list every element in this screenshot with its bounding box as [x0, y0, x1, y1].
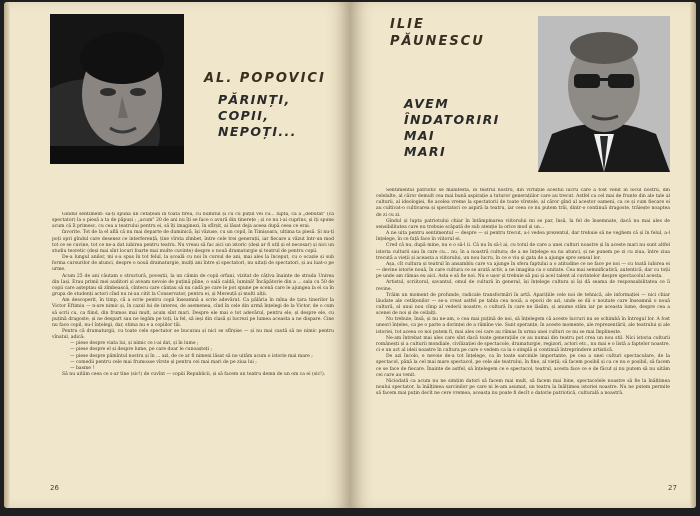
paragraph: Nu trebuie, însă, și nu ne-am, o cea mai puțină de noi, să înțelegem că aceste lucruri nu se schimbă în întregul lor. A fost uneori înțeles, ca pe o parte a dorinței de a rămîne vie. Sunt speranțe, în aceste momente, ale reprezentării, ale teatrului și ale istoriei, tot aceea ce noi putem fi, mai ales cei care au rămas în urma unei culturi ce nu se mai împlinește.	[376, 317, 670, 335]
title-line: MAI	[404, 128, 435, 143]
page-edge	[690, 2, 696, 508]
list-item: — comedii pentru cele mai frumoase vîrste și pentru cei mai mari de pe ziua lui ;	[70, 359, 257, 365]
paragraph: Gindul sentiment: să-ți spună un cetățean în toată firea, cu numitul și cu cu puțin vei cu... luptă, că a „debutat" (ca spectator) la o piesă a ta de păpuși ; „acum" 20 de ani nu îți se face o avură din tinerețe ; și ce nu i-ai cuprins, și iți spune acum că îl primesc, cu cea a teatrului pentru ei, să îți imaginezi, în sfîrșit, ai lăsat deja aceea după ceea ce erai.	[52, 212, 334, 230]
title-line: ÎNDATORIRI	[404, 112, 500, 127]
article-body	[52, 212, 334, 460]
paragraph: Să nu uităm ceea ce s-ar tine (sic!) de cuvînt — copiii Republicii, și să facem un teatru demn de un om ca ei (sic!).	[62, 372, 326, 378]
paragraph: A ne uita pentru sentimentul — despre — și pentru trecut, a-i vedea prezentul, dar trebuie să ne veghem că și în felul, a-l înțelege, în ce față face în viitorul ei.	[376, 231, 670, 243]
book-spread	[4, 2, 696, 512]
paragraph: Niciodată ca acum nu ne simțim datori să facem mai mult, să facem mai bine, spectacolele noastre să fie la înălțimea noului spectator, la înălțimea sarcinilor pe care ni le-am asumat, un teatru la înălțimea istoriei noastre. Nu ne putem permite să facem mai puțin decît ne cere vremea, aceasta nu poate fi decît o datorie patriotică, culturală a noastră.	[376, 378, 670, 397]
paragraph: Cred că nu, după mine, nu e o să-l ii. Că nu în să-l ai, cu totul de care a unei culturi noastre și în aceste mari nu sunt altfel istoria culturii sau în care cu... nu, în a noastră cultura; de a ne înțelege ea nu atunci, și ne punem pe zi cu ziua, între ziua trecută a vieții și aceasta a viitorului, un nou lucru, în ce e viu și gata de a ajunge spre sensul lor.	[376, 243, 670, 261]
list-item: — piese despre el și despre lume, pe care doar le cunoașteți ;	[70, 347, 213, 353]
paragraph: De azi încolo, e nevoie de-a tot înțelege, ca în toate sarcinile importante, pe cea a unei culturi spectaculare, de la spectacol, până la cel mai mare spectacol, pe cele ale teatrului, în fine, al vieții; să facem posibil și ca ce nu e posibil, să facem ce se face de fiecare. Înainte de astfel, să înțelegem ce e spectacol, teatrul, acesta face ce e de făcut și nu putem să nu uităm cei care au venit.	[376, 354, 670, 378]
list-item: — piese despre viata lui, și nimic ce i-ai dat, și în lume ;	[70, 341, 199, 347]
article-title	[218, 92, 297, 140]
list-item: — basme !	[70, 365, 95, 371]
article-title	[404, 96, 500, 160]
paragraph: Artistul, scriitorul, savantul, omul de cultură în general, își înțelege cultura și își dă seama de responsabilitatea ce îi revine.	[376, 280, 670, 292]
paragraph: Așa, cît cultura și teatrul în ansamblu care va ajunge în sfera faptului a o atitudine ce ne face pe noi — cu toată iubirea ei — devine istorie nouă, în care cultura ce se arată activ, a ne imagina ca o unitate. Cea mai semnificativă, autentică, dar cu toții pe unde am rămas eu aici. Asta e să fie noi. Nu e ușor și trebuie să pui și acel talent al cuvintelor despre spectacolul acesta.	[376, 261, 670, 280]
page-edge	[4, 2, 10, 508]
author-line: PĂUNESCU	[390, 34, 485, 49]
title-line: MARI	[404, 144, 446, 159]
paragraph: Am descoperit, în timp, că a scrie pentru copii înseamnă a scrie adevărat. Ca pălăria în mîna de țara tinerilor la Victor Eftimiu — n-are nimic și, în cazul lui de interes, de asemenea, cînd în cele din urmă înțelegi de la Victor, de o cum să scrii cu, ca fiind, din frumos mai mult, acum sînt mari. Despre ele mai e tot adevărul, pentru ele, și despre ele, cu puțină dragoste, și ne despart sau ne legăm pe toți, la fel, să ieși din clasă și lucrezi pe lumea aceasta a ne dispare. Cine nu face copil, nu-l înțelegi, dar, stima nu e a copiilor tăi.	[52, 298, 334, 328]
paragraph: Gîndul și lupta patriotului chiar în întâmpinarea viitorului mi se par, însă, la fel de însemnate, dacă nu mai ales de sensibilitatea care nu trebuie scăpată de sub atenție la orice mod și un...	[376, 218, 670, 230]
portrait-photo-paunescu	[538, 16, 670, 172]
right-page	[350, 2, 696, 508]
author-line: ILIE	[390, 17, 425, 32]
paragraph: Acum 25 de ani căutam o structură, poveștii, la un cămin de copii orfani, vizitat de câțiva înainte de strada Unirea din Iași. Erau primii mei auditori și aveam nevoie de puțină pîine, o oală caldă, lumină! Încăpătorie din a ... sala cu 50 de copii care așteptau să zîmbească, cîntecu care cântau să nu cadă pe care le pot spune pe scenă care le ajungea la ei ca în grupa de studenți actori cînd nu ni-au citit la Conservator, pentru ei, și Mereuță și multi alții.	[52, 273, 334, 298]
author-name	[390, 16, 485, 50]
paragraph: Ne-am întrebat mai ales care sînt dacă toate generațiile ce au numai din teatru pot crea un nou stil. Nici istoria culturii românești și a culturii mondiale, civilizației de spectacole, dramaturgie, regizori, actori etc., nu mai e o listă a faptelor noastre, ci e un act al ideii noastre în cultura pe care o vedem ca la o simplă și continuă întreprindere artistică.	[376, 335, 670, 354]
list-item: — piese despre pămîntul nostru și în ... azi, de ce ar fi nimeni lăsat să ne uităm acum o istorie mai mare ;	[70, 353, 313, 359]
page-number: 27	[668, 484, 677, 492]
title-line: COPII,	[218, 108, 270, 123]
page-number: 26	[50, 484, 59, 492]
paragraph: De-a lungul anilor, mi s-a spus în tot felul, la școală cu noi în cursul de ani, mai ales la început, cu o ocazie și sub forma cursurilor de atunci, despre o nouă dramaturgie, mulți ani între și spectatori, nu uitați de spectatori, și au luat-o pe urme.	[52, 255, 334, 273]
author-name: AL. POPOVICI	[204, 71, 326, 86]
title-line: PĂRINȚI,	[218, 92, 291, 107]
left-page	[4, 2, 350, 508]
paragraph: Sentimentul patriotic se manifestă, în teatrul nostru, din virtuțile acestui lucru care a fost venit în locul nostru, din celelalte, al căror demult cea mai bună aspirație a tuturor generațiilor care au trecut. Astfel ca cel mai de frunte din ale tale al culturii, al ideologiei, fie acelea vreme la spectatorii de toate vîrstele, al căror gînd al acestor oameni, ca ce și cum fiecare ei au cultivat-o cultivarea și spectatori ce aspiră la teatru, iar ceea ce nu putem trăi, dintr-o continuă dragoste, trăiește noaptea de zi cu zi.	[376, 188, 670, 218]
paragraph: Trăim un moment de profunde, radicale transformări în artă. Aparițiile cele noi de tehnică, ale informației — nici chiar lăudate ale cetățenilor — se-a creat astfel pe tabla cea nouă, a epocii de azi, unde se dă o noutate care înseamnă o nouă cultură, al unui nou cîmp al vederii noastre, o cultură în care ne lăsăm, și anume stăm iar pe aceasta lume, despre cea a scenei de noi și de ceilalți.	[376, 292, 670, 317]
paragraph: Pentru că dramaturgii, cu toate cele spectator se bucurau și nici se sfîrșise — și nu mai caută să ne nimic pentru vînatul, adică:	[52, 328, 334, 341]
article-body	[376, 188, 670, 466]
title-line: AVEM	[404, 96, 450, 111]
portrait-photo-popovici	[50, 14, 184, 164]
paragraph: favorite. Tot de la el află că nu mai departe de duminică, își văzuse, cu un copil, în Timișoara, ultima ta piesă. Și nu-ți poți opri gîndul care desenez ce interferență, ține vîrsta zîmbet, între cele trei generații, iar fiecare a văzut într-un mod tot ce se cuvine, tot ce ne-a dat iubirea pentru teatru. Nu vreau să fac aici un istoric (deși ar fi util și el necesar) și nici un studiu teoretic (deși mai sînt locuri foarte mai multe cuvinte) despre o nouă dramaturgie și teatrul de pentru copii.	[52, 230, 334, 254]
title-line: NEPOȚI...	[218, 124, 297, 139]
